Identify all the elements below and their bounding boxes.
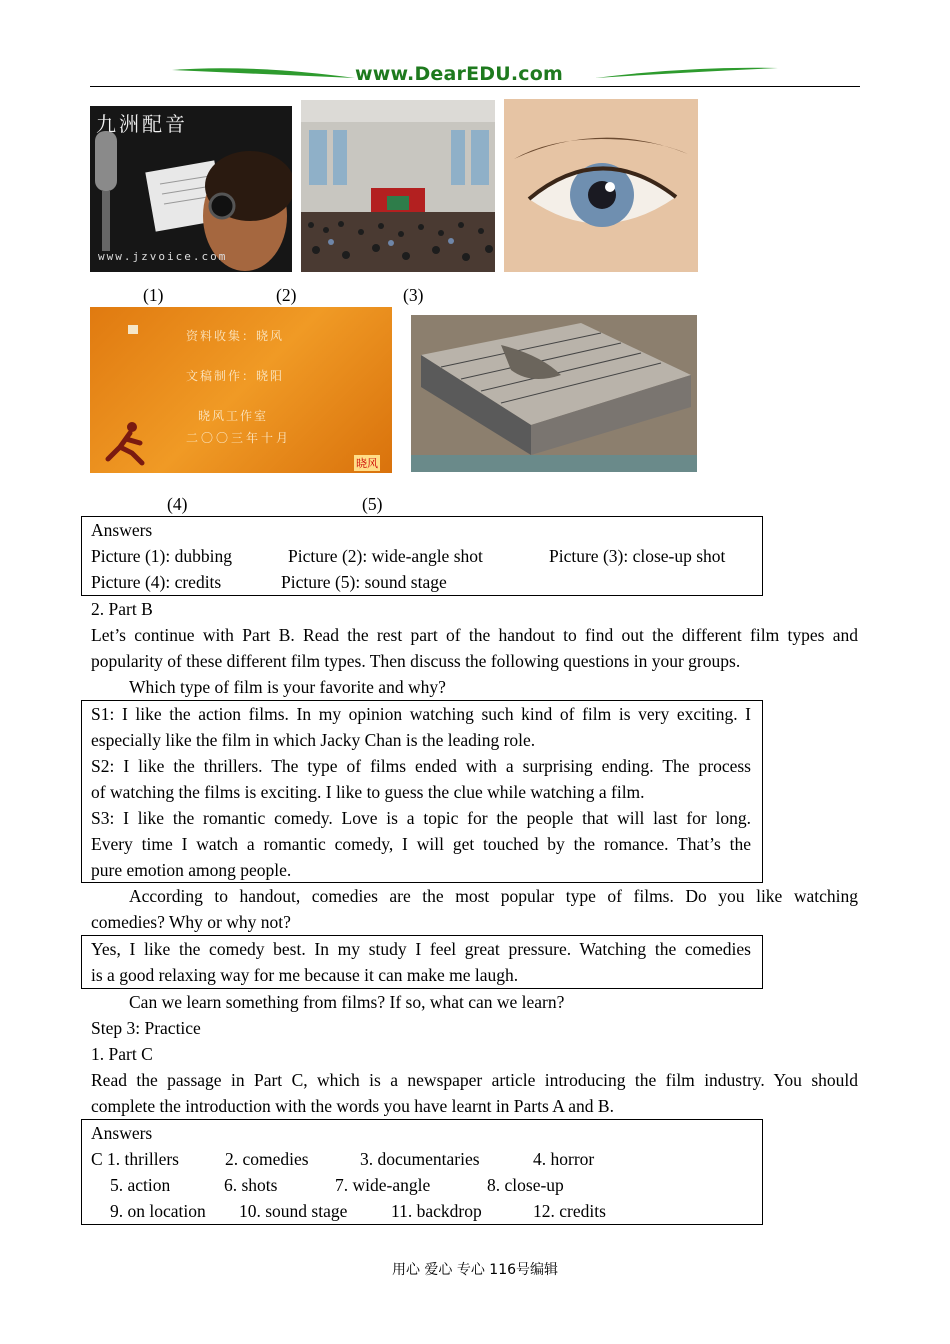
picture-5-sound-stage [411,315,697,472]
answer-picture-1: Picture (1): dubbing [91,546,232,566]
credits-line-3: 晓风工作室 [198,409,269,423]
answer-picture-4: Picture (4): credits [91,572,222,592]
answer-picture-5: Picture (5): sound stage [281,572,447,592]
caption-1: (1) [143,285,164,305]
answer-picture-3: Picture (3): close-up shot [549,546,726,566]
response-s2-line-1: S2: I like the thrillers. The type of films ended with a surprising ending. The process [91,756,751,776]
response-s3-line-1: S3: I like the romantic comedy. Love is a topic for the people that will last for long. [91,808,751,828]
response-s1-line-2: especially like the film in which Jacky Chan is the leading role. [91,730,536,750]
part-c-para-line-1: Read the passage in Part C, which is a newspaper article introducing the film industry. You should [91,1070,858,1090]
response-s3-line-2: Every time I watch a romantic comedy, I will get touched by the romance. That’s the [91,834,751,854]
part-c-answer-3: 3. documentaries [360,1149,480,1169]
response-s3-line-3: pure emotion among people. [91,860,292,880]
picture-2-wide-angle-shot [301,100,495,272]
caption-4: (4) [167,494,188,514]
caption-2: (2) [276,285,297,305]
part-b-para-line-1: Let’s continue with Part B. Read the rest part of the handout to find out the different film types and [91,625,858,645]
picture-1-title: 九洲配音 [96,112,188,136]
step-3-heading: Step 3: Practice [91,1018,201,1038]
part-c-heading: 1. Part C [91,1044,153,1064]
part-b-para-line-2: popularity of these different film types. Then discuss the following questions in your groups. [91,651,741,671]
picture-4-credits [90,307,392,473]
page-footer: 用心 爱心 专心 116号编辑 [391,1262,559,1278]
credits-line-2: 文稿制作：晓阳 [186,369,285,383]
part-c-answer-5: 5. action [110,1175,171,1195]
part-c-answer-9: 9. on location [110,1201,206,1221]
question-learn-from-films: Can we learn something from films? If so, what can we learn? [129,992,565,1012]
picture-1-url: www.jzvoice.com [98,250,228,263]
header-logo-text[interactable]: www.DearEDU.com [355,63,564,85]
credits-line-4: 二〇〇三年十月 [186,431,292,445]
part-c-answers-heading: Answers [91,1123,153,1143]
runner-icon [102,419,148,467]
part-c-answer-6: 6. shots [224,1175,278,1195]
comedy-answer-line-2: is a good relaxing way for me because it can make me laugh. [91,965,519,985]
answer-picture-2: Picture (2): wide-angle shot [288,546,483,566]
credits-badge: 晓风 [356,457,378,470]
part-c-para-line-2: complete the introduction with the words you have learnt in Parts A and B. [91,1096,614,1116]
question-favorite-film: Which type of film is your favorite and why? [129,677,446,697]
part-c-answer-10: 10. sound stage [239,1201,348,1221]
picture-3-close-up-shot [504,99,698,272]
header-rule [90,86,860,87]
part-b-heading: 2. Part B [91,599,153,619]
part-c-answer-1: C 1. thrillers [91,1149,179,1169]
caption-3: (3) [403,285,424,305]
part-c-answer-8: 8. close-up [487,1175,564,1195]
question-comedies-line-2: comedies? Why or why not? [91,912,291,932]
picture-4-square-icon [128,325,138,334]
answers-heading: Answers [91,520,153,540]
picture-1-dubbing [90,106,292,272]
response-s2-line-2: of watching the films is exciting. I like to guess the clue while watching a film. [91,782,645,802]
part-c-answer-2: 2. comedies [225,1149,309,1169]
comedy-answer-line-1: Yes, I like the comedy best. In my study I feel great pressure. Watching the comedies [91,939,751,959]
part-c-answer-11: 11. backdrop [391,1201,482,1221]
question-comedies-line-1: According to handout, comedies are the most popular type of films. Do you like watching [129,886,858,906]
caption-5: (5) [362,494,383,514]
part-c-answer-7: 7. wide-angle [335,1175,431,1195]
response-s1-line-1: S1: I like the action films. In my opinion watching such kind of film is very exciting. I [91,704,751,724]
part-c-answer-12: 12. credits [533,1201,606,1221]
part-c-answer-4: 4. horror [533,1149,595,1169]
credits-line-1: 资料收集：晓风 [186,329,285,343]
